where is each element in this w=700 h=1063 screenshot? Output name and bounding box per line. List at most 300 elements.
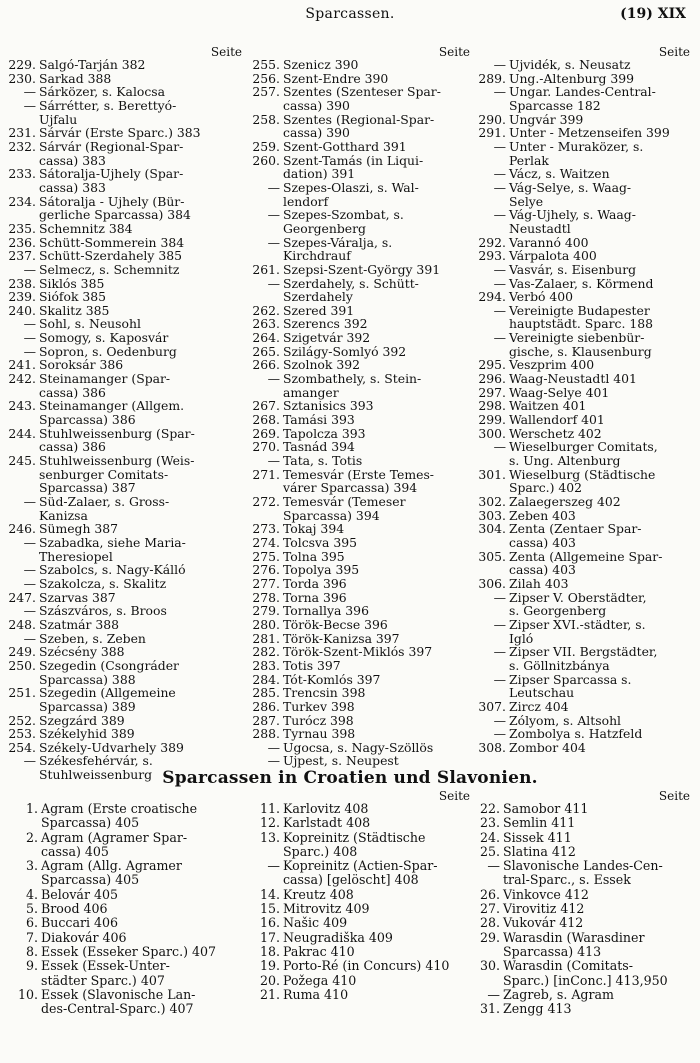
entry-number xyxy=(252,99,283,113)
entry-number: 251. xyxy=(8,685,36,701)
entry-text: Sparcassa) 389 xyxy=(39,698,136,714)
entry-text: Slatina 412 xyxy=(503,843,576,859)
entry-text: Szepes-Szombat, s. xyxy=(283,207,404,223)
index-entry xyxy=(252,727,474,741)
entry-text: Sohl, s. Neusohl xyxy=(39,316,141,332)
entry-number: 280. xyxy=(252,616,280,632)
entry-text: Szent-Tamás (in Liqui- xyxy=(283,152,424,168)
entry-number: 273. xyxy=(252,521,280,537)
entry-number: — xyxy=(267,371,280,387)
entry-text: Waitzen 401 xyxy=(509,398,587,414)
entry-text: Veszprim 400 xyxy=(509,357,595,373)
entry-number: 290. xyxy=(478,111,506,127)
entry-text: Belovár 405 xyxy=(41,886,119,902)
index-entry xyxy=(478,645,694,659)
entry-text: Tót-Komlós 397 xyxy=(283,671,381,687)
entry-text: Varannó 400 xyxy=(509,234,589,250)
entry-number xyxy=(478,195,509,209)
entry-text: s. Ung. Altenburg xyxy=(509,453,621,469)
index-entry xyxy=(478,140,694,154)
entry-number xyxy=(246,873,283,887)
index-entry xyxy=(4,873,248,887)
croatia-column-2 xyxy=(246,790,474,1002)
entry-text: Vinkovce 412 xyxy=(503,886,589,902)
entry-text: Georgenberg xyxy=(283,220,366,236)
entry-number: 30. xyxy=(479,958,500,974)
entry-text: Tamási 393 xyxy=(283,412,355,428)
index-entry xyxy=(252,550,474,564)
entry-number: 7. xyxy=(25,929,38,945)
entry-number: 289. xyxy=(478,70,506,86)
entry-text: Szeben, s. Zeben xyxy=(39,630,146,646)
entry-number: — xyxy=(23,330,36,346)
entry-number: 23. xyxy=(479,815,500,831)
entry-text: Szegedin (Csongráder xyxy=(39,657,179,673)
index-entry xyxy=(8,509,246,523)
seite-label: Seite xyxy=(658,45,690,59)
index-entry xyxy=(252,372,474,386)
entry-number: — xyxy=(493,302,506,318)
index-entry xyxy=(478,358,694,372)
index-entry xyxy=(252,536,474,550)
entry-number: 277. xyxy=(252,575,280,591)
entry-text: Schütt-Sommerein 384 xyxy=(39,234,185,250)
entry-text: Turócz 398 xyxy=(283,712,354,728)
index-entry xyxy=(466,902,694,916)
entry-text: Szent-Gotthard 391 xyxy=(283,138,407,154)
index-entry xyxy=(8,304,246,318)
entry-text: Sparc.) [inConc.] 413,950 xyxy=(503,972,668,988)
entry-number: 266. xyxy=(252,357,280,373)
entry-text: cassa) 386 xyxy=(39,439,106,455)
index-column-3 xyxy=(478,46,694,754)
index-entry xyxy=(8,659,246,673)
entry-text: Karlstadt 408 xyxy=(283,815,371,831)
entry-number: 11. xyxy=(259,801,280,816)
entry-text: Ruma 410 xyxy=(283,986,349,1002)
index-entry xyxy=(252,167,474,181)
index-entry xyxy=(4,831,248,845)
entry-text: Szilágy-Somlyó 392 xyxy=(283,343,407,359)
index-entry xyxy=(478,522,694,536)
entry-number: — xyxy=(267,234,280,250)
index-entry xyxy=(8,126,246,140)
entry-text: Warasdin (Comitats- xyxy=(503,958,634,974)
entry-text: Soroksár 386 xyxy=(39,357,124,373)
entry-number: 230. xyxy=(8,70,36,86)
index-entry xyxy=(8,741,246,755)
entry-text: Agram (Agramer Spar- xyxy=(41,829,188,845)
entry-text: Temesvár (Temeser xyxy=(283,494,406,509)
index-entry xyxy=(478,58,694,72)
index-entry xyxy=(4,988,248,1002)
index-entry xyxy=(252,222,474,236)
entry-number: 31. xyxy=(479,1001,500,1017)
index-entry xyxy=(252,304,474,318)
index-entry xyxy=(252,386,474,400)
index-entry xyxy=(478,167,694,181)
entry-number: 238. xyxy=(8,275,36,291)
entry-number: 262. xyxy=(252,302,280,318)
entry-text: Szentes (Regional-Spar- xyxy=(283,111,435,127)
running-title: Sparcassen. xyxy=(305,6,395,22)
index-entry xyxy=(246,974,474,988)
entry-text: Verbó 400 xyxy=(509,289,574,305)
entry-number: — xyxy=(493,616,506,632)
entry-number xyxy=(8,113,39,127)
index-entry xyxy=(466,974,694,988)
entry-text: Vácz, s. Waitzen xyxy=(509,166,610,182)
entry-text: Pakrac 410 xyxy=(283,943,355,959)
entry-text: Stuhlweissenburg (Weis- xyxy=(39,453,195,469)
entry-text: Schütt-Szerdahely 385 xyxy=(39,248,182,264)
index-entry xyxy=(466,931,694,945)
entry-number xyxy=(252,195,283,209)
index-entry xyxy=(466,845,694,859)
entry-number xyxy=(8,468,39,482)
index-entry xyxy=(246,888,474,902)
index-entry xyxy=(478,113,694,127)
index-entry xyxy=(478,591,694,605)
entry-number: 306. xyxy=(478,575,506,591)
index-entry xyxy=(8,727,246,741)
entry-number: 249. xyxy=(8,644,36,660)
entry-text: Sárrétter, s. Berettyó- xyxy=(39,97,177,113)
entry-number: 234. xyxy=(8,193,36,209)
index-entry xyxy=(252,195,474,209)
entry-text: várer Sparcassa) 394 xyxy=(283,480,418,496)
index-entry xyxy=(4,902,248,916)
entry-text: Kirchdrauf xyxy=(283,248,351,264)
index-entry xyxy=(252,659,474,673)
entry-number: — xyxy=(23,261,36,277)
entry-text: Sparcassa) 405 xyxy=(41,815,140,831)
entry-number: 254. xyxy=(8,739,36,755)
entry-number: 28. xyxy=(479,915,500,931)
entry-number: 240. xyxy=(8,302,36,318)
index-entry xyxy=(252,413,474,427)
index-entry xyxy=(252,591,474,605)
entry-text: Schemnitz 384 xyxy=(39,220,133,236)
index-entry xyxy=(478,741,694,755)
entry-number: 285. xyxy=(252,685,280,701)
entry-text: Szepsi-Szent-György 391 xyxy=(283,261,441,277)
entry-text: Zagreb, s. Agram xyxy=(503,986,614,1002)
index-entry xyxy=(8,399,246,413)
index-entry xyxy=(252,618,474,632)
entry-number: 257. xyxy=(252,84,280,100)
entry-text: Sparcassa) 388 xyxy=(39,671,136,687)
index-entry xyxy=(8,481,246,495)
entry-text: Igló xyxy=(509,630,534,646)
entry-number: — xyxy=(267,858,280,874)
index-entry xyxy=(252,454,474,468)
entry-number: 241. xyxy=(8,357,36,373)
entry-number: — xyxy=(23,84,36,100)
index-entry xyxy=(8,263,246,277)
entry-number: 288. xyxy=(252,726,280,742)
index-entry xyxy=(4,845,248,859)
entry-text: Essek (Essek-Unter- xyxy=(41,958,170,974)
entry-number xyxy=(478,686,509,700)
entry-text: Szombathely, s. Stein- xyxy=(283,371,422,387)
entry-number: 255. xyxy=(252,57,280,72)
entry-number: — xyxy=(493,275,506,291)
entry-number: 301. xyxy=(478,466,506,482)
index-entry xyxy=(8,386,246,400)
index-entry xyxy=(252,577,474,591)
index-entry xyxy=(478,686,694,700)
index-entry xyxy=(252,154,474,168)
entry-text: Vereinigte siebenbür- xyxy=(509,330,645,346)
index-entry xyxy=(252,399,474,413)
entry-number: 283. xyxy=(252,657,280,673)
index-entry xyxy=(246,831,474,845)
index-entry xyxy=(8,618,246,632)
entry-text: Szepes-Olaszi, s. Wal- xyxy=(283,179,419,195)
index-entry xyxy=(252,358,474,372)
index-entry xyxy=(8,522,246,536)
entry-number: 279. xyxy=(252,603,280,619)
entry-text: Mitrovitz 409 xyxy=(283,901,370,917)
entry-text: Szerdahely, s. Schütt- xyxy=(283,275,419,291)
entry-number: — xyxy=(23,316,36,332)
index-entry xyxy=(466,959,694,973)
index-entry xyxy=(478,222,694,236)
index-entry xyxy=(252,72,474,86)
index-entry xyxy=(478,632,694,646)
index-entry xyxy=(4,916,248,930)
entry-text: Waag-Neustadtl 401 xyxy=(509,371,637,387)
entry-text: Neustadtl xyxy=(509,220,571,236)
entry-text: Zólyom, s. Altsohl xyxy=(509,712,622,728)
entry-text: Szászváros, s. Broos xyxy=(39,603,167,619)
index-entry xyxy=(478,263,694,277)
entry-number: 19. xyxy=(259,958,280,974)
entry-text: hauptstädt. Sparc. 188 xyxy=(509,316,653,332)
index-entry xyxy=(478,154,694,168)
entry-number: 233. xyxy=(8,166,36,182)
entry-number: 297. xyxy=(478,384,506,400)
page-number: (19) XIX xyxy=(620,6,686,22)
entry-text: senburger Comitats- xyxy=(39,466,169,482)
index-entry xyxy=(252,317,474,331)
entry-text: Kanizsa xyxy=(39,507,88,523)
entry-number: — xyxy=(23,575,36,591)
entry-number xyxy=(466,945,503,959)
index-entry xyxy=(4,931,248,945)
entry-text: Turkev 398 xyxy=(283,698,355,714)
entry-text: Tasnád 394 xyxy=(283,439,355,455)
entry-number: — xyxy=(267,739,280,755)
entry-text: Unter - Muraközer, s. xyxy=(509,138,644,154)
entry-number: — xyxy=(23,494,36,509)
index-entry xyxy=(466,873,694,887)
index-entry xyxy=(8,686,246,700)
entry-text: Vág-Selye, s. Waag- xyxy=(509,179,632,195)
index-entry xyxy=(466,859,694,873)
entry-number: 256. xyxy=(252,70,280,86)
entry-number xyxy=(246,845,283,859)
entry-text: gische, s. Klausenburg xyxy=(509,343,652,359)
entry-text: Zalaegerszeg 402 xyxy=(509,494,621,509)
entry-number xyxy=(8,440,39,454)
entry-text: Ugocsa, s. Nagy-Szöllös xyxy=(283,739,434,755)
entry-text: Salgó-Tarján 382 xyxy=(39,57,146,72)
entry-text: Siklós 385 xyxy=(39,275,105,291)
index-entry xyxy=(478,386,694,400)
entry-number: — xyxy=(23,753,36,769)
entry-text: Zombolya s. Hatzfeld xyxy=(509,726,643,742)
entry-number xyxy=(252,481,283,495)
index-entry xyxy=(8,249,246,263)
entry-number xyxy=(478,604,509,618)
entry-number xyxy=(478,659,509,673)
index-entry xyxy=(8,754,246,768)
index-entry xyxy=(478,195,694,209)
entry-text: Szerencs 392 xyxy=(283,316,368,332)
croatia-column-1 xyxy=(4,790,248,1016)
index-column-1 xyxy=(8,46,246,782)
index-entry xyxy=(478,99,694,113)
entry-number: — xyxy=(493,84,506,100)
entry-number xyxy=(8,208,39,222)
entry-text: lendorf xyxy=(283,193,329,209)
entry-number: 243. xyxy=(8,398,36,414)
index-entry xyxy=(8,85,246,99)
entry-text: Zombor 404 xyxy=(509,739,586,755)
entry-text: Ujvidék, s. Neusatz xyxy=(509,57,631,72)
index-entry xyxy=(478,454,694,468)
entry-text: Zipser V. Oberstädter, xyxy=(509,589,647,605)
seite-label: Seite xyxy=(210,45,242,59)
index-entry xyxy=(478,509,694,523)
index-entry xyxy=(252,181,474,195)
index-entry xyxy=(8,468,246,482)
index-entry xyxy=(466,816,694,830)
entry-number xyxy=(8,550,39,564)
entry-number: 300. xyxy=(478,425,506,441)
index-entry xyxy=(478,563,694,577)
entry-text: Székesfehérvár, s. xyxy=(39,753,153,769)
index-entry xyxy=(252,140,474,154)
entry-number: 14. xyxy=(259,886,280,902)
entry-text: Leutschau xyxy=(509,685,575,701)
entry-number: — xyxy=(493,138,506,154)
entry-text: Sárvár (Regional-Spar- xyxy=(39,138,184,154)
entry-number: 268. xyxy=(252,412,280,428)
entry-text: Semlin 411 xyxy=(503,815,576,831)
index-entry xyxy=(252,427,474,441)
entry-number xyxy=(478,154,509,168)
entry-number: 232. xyxy=(8,138,36,154)
index-entry xyxy=(8,714,246,728)
entry-number: 22. xyxy=(479,801,500,816)
entry-text: Vukovár 412 xyxy=(503,915,584,931)
entry-text: Wallendorf 401 xyxy=(509,412,605,428)
entry-text: Diakovár 406 xyxy=(41,929,127,945)
entry-number: 229. xyxy=(8,57,36,72)
entry-number: 267. xyxy=(252,398,280,414)
entry-text: Ungvár 399 xyxy=(509,111,584,127)
entry-text: Perlak xyxy=(509,152,549,168)
index-entry xyxy=(252,345,474,359)
entry-number: — xyxy=(493,57,506,72)
entry-text: Vág-Ujhely, s. Waag- xyxy=(509,207,636,223)
entry-text: Süd-Zalaer, s. Gross- xyxy=(39,494,170,509)
entry-number: 16. xyxy=(259,915,280,931)
entry-text: Sparcassa) 413 xyxy=(503,943,602,959)
index-entry xyxy=(478,290,694,304)
entry-number xyxy=(252,167,283,181)
entry-number: — xyxy=(23,603,36,619)
index-entry xyxy=(8,536,246,550)
entry-number: 265. xyxy=(252,343,280,359)
entry-number: — xyxy=(493,207,506,223)
index-entry xyxy=(252,741,474,755)
index-entry xyxy=(478,277,694,291)
index-entry xyxy=(478,427,694,441)
entry-text: Szarvas 387 xyxy=(39,589,116,605)
entry-number: 276. xyxy=(252,562,280,578)
entry-number: 281. xyxy=(252,630,280,646)
entry-text: Sztanisics 393 xyxy=(283,398,374,414)
entry-text: Sparcassa) 386 xyxy=(39,412,136,428)
index-entry xyxy=(478,440,694,454)
page-header xyxy=(0,6,700,24)
index-entry xyxy=(8,645,246,659)
index-entry xyxy=(8,113,246,127)
index-entry xyxy=(8,413,246,427)
entry-number: 29. xyxy=(479,929,500,945)
entry-text: Tyrnau 398 xyxy=(283,726,356,742)
entry-text: Zeben 403 xyxy=(509,507,576,523)
entry-number: 296. xyxy=(478,371,506,387)
entry-text: Steinamanger (Allgem. xyxy=(39,398,185,414)
entry-text: cassa) 403 xyxy=(509,562,576,578)
entry-number xyxy=(466,974,503,988)
entry-text: Skalitz 385 xyxy=(39,302,110,318)
index-entry xyxy=(478,331,694,345)
index-entry xyxy=(252,440,474,454)
entry-number xyxy=(252,126,283,140)
index-entry xyxy=(8,181,246,195)
entry-number: 10. xyxy=(17,986,38,1002)
index-entry xyxy=(8,577,246,591)
entry-text: cassa) [gelöscht] 408 xyxy=(283,872,419,888)
index-entry xyxy=(478,659,694,673)
index-entry xyxy=(4,859,248,873)
entry-number: 24. xyxy=(479,829,500,845)
index-entry xyxy=(478,317,694,331)
entry-text: Stuhlweissenburg xyxy=(39,767,153,783)
index-entry xyxy=(8,222,246,236)
index-entry xyxy=(8,673,246,687)
entry-text: Požega 410 xyxy=(283,972,357,988)
entry-text: cassa) 405 xyxy=(41,843,109,859)
entry-text: Tolcsva 395 xyxy=(283,534,357,550)
entry-text: Sopron, s. Oedenburg xyxy=(39,343,177,359)
entry-number: — xyxy=(487,858,500,874)
seite-label: Seite xyxy=(658,789,690,803)
entry-text: s. Göllnitzbánya xyxy=(509,657,610,673)
entry-number: 17. xyxy=(259,929,280,945)
entry-text: Kopreinitz (Actien-Spar- xyxy=(283,858,438,874)
croatia-column-3 xyxy=(466,790,694,1016)
entry-number: — xyxy=(267,207,280,223)
entry-text: Sparcassa) 387 xyxy=(39,480,136,496)
entry-text: Szolnok 392 xyxy=(283,357,360,373)
